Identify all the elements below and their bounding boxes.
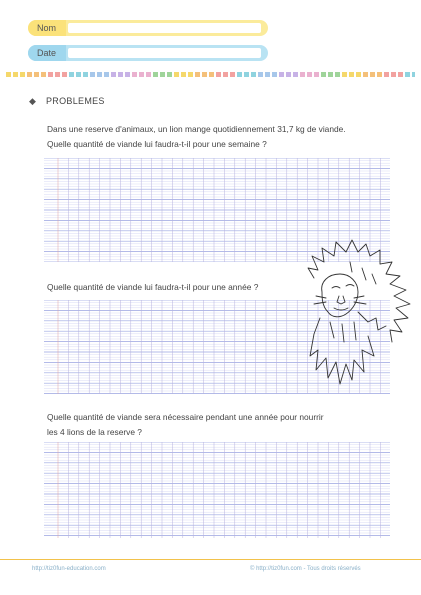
color-dot — [251, 72, 256, 77]
color-dot — [69, 72, 74, 77]
color-dot — [398, 72, 403, 77]
question-1: Quelle quantité de viande lui faudra-t-il pour une semaine ? — [47, 139, 267, 149]
question-3-line-2: les 4 lions de la reserve ? — [47, 427, 142, 437]
color-dot — [6, 72, 11, 77]
color-dot — [181, 72, 186, 77]
color-dot — [62, 72, 67, 77]
color-dot — [188, 72, 193, 77]
color-dot — [286, 72, 291, 77]
color-dot — [111, 72, 116, 77]
color-dot — [209, 72, 214, 77]
color-dot — [118, 72, 123, 77]
color-dot — [258, 72, 263, 77]
footer-website[interactable]: http://tiz0fun-education.com — [32, 566, 106, 572]
color-dot — [195, 72, 200, 77]
writing-grid-3 — [44, 442, 390, 538]
name-label: Nom — [28, 20, 66, 36]
color-dot — [167, 72, 172, 77]
name-field[interactable] — [28, 20, 268, 36]
lion-drawing-icon — [306, 238, 418, 390]
color-dot — [307, 72, 312, 77]
color-dot — [104, 72, 109, 77]
color-dot — [405, 72, 410, 77]
color-dot — [76, 72, 81, 77]
color-dot — [279, 72, 284, 77]
color-dot — [90, 72, 95, 77]
color-dot — [328, 72, 333, 77]
color-dot — [41, 72, 46, 77]
color-dot — [356, 72, 361, 77]
color-dot — [139, 72, 144, 77]
name-input[interactable] — [68, 23, 261, 33]
date-field[interactable] — [28, 45, 268, 61]
color-dot — [230, 72, 235, 77]
color-dot — [384, 72, 389, 77]
color-dot — [363, 72, 368, 77]
color-dot — [237, 72, 242, 77]
color-dot — [48, 72, 53, 77]
color-dot — [314, 72, 319, 77]
color-dot — [125, 72, 130, 77]
color-dot — [97, 72, 102, 77]
color-dot — [293, 72, 298, 77]
color-dot — [146, 72, 151, 77]
color-dot — [223, 72, 228, 77]
color-dot — [83, 72, 88, 77]
question-intro: Dans une reserve d'animaux, un lion mange quotidiennement 31,7 kg de viande. — [47, 124, 346, 134]
color-dot — [132, 72, 137, 77]
color-dot — [300, 72, 305, 77]
color-dot — [34, 72, 39, 77]
date-input[interactable] — [68, 48, 261, 58]
color-dot — [342, 72, 347, 77]
color-dot — [202, 72, 207, 77]
color-dot — [321, 72, 326, 77]
footer-copyright: © http://tiz0fun.com - Tous droits réservés — [250, 566, 361, 572]
color-dot — [412, 72, 415, 77]
color-dot — [377, 72, 382, 77]
question-2: Quelle quantité de viande lui faudra-t-il pour une année ? — [47, 282, 259, 292]
color-dot-strip — [6, 72, 415, 77]
color-dot — [370, 72, 375, 77]
color-dot — [391, 72, 396, 77]
color-dot — [265, 72, 270, 77]
color-dot — [216, 72, 221, 77]
color-dot — [55, 72, 60, 77]
color-dot — [160, 72, 165, 77]
color-dot — [174, 72, 179, 77]
color-dot — [349, 72, 354, 77]
footer-divider — [0, 559, 421, 560]
question-3-line-1: Quelle quantité de viande sera nécessaire pendant une année pour nourrir — [47, 412, 324, 422]
color-dot — [20, 72, 25, 77]
diamond-bullet-icon: ◆ — [29, 96, 36, 106]
color-dot — [335, 72, 340, 77]
color-dot — [153, 72, 158, 77]
color-dot — [27, 72, 32, 77]
color-dot — [13, 72, 18, 77]
section-title: PROBLEMES — [46, 96, 105, 106]
color-dot — [272, 72, 277, 77]
color-dot — [244, 72, 249, 77]
date-label: Date — [28, 45, 66, 61]
